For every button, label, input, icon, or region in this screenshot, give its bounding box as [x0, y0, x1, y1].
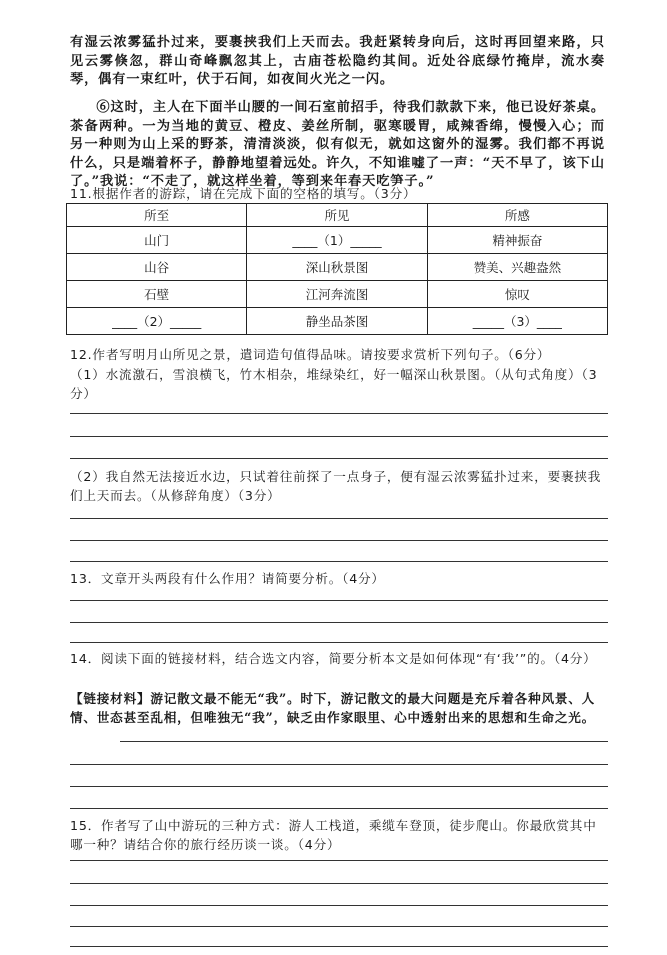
answer-line[interactable]	[70, 905, 608, 906]
table-cell: 惊叹	[427, 281, 607, 308]
table-cell: 山门	[67, 227, 247, 254]
answer-line[interactable]	[70, 883, 608, 884]
answer-line[interactable]	[70, 642, 608, 643]
table-header-cell: 所至	[67, 204, 247, 227]
answer-line[interactable]	[70, 458, 608, 459]
table-row	[67, 227, 608, 254]
question-12-prompt: 12.作者写明月山所见之景，遣词造句值得品味。请按要求赏析下列句子。（6分）	[70, 347, 551, 362]
question-14-material: 【链接材料】游记散文最不能无“我”。时下，游记散文的最大问题是充斥着各种风景、人情、世态甚至乱相，但唯独无“我”，缺乏由作家眼里、心中透射出来的思想和生命之光。	[70, 691, 596, 725]
table-header-row	[67, 204, 608, 227]
table-header-cell: 所见	[247, 204, 427, 227]
answer-line[interactable]	[70, 786, 608, 787]
answer-line[interactable]	[70, 561, 608, 562]
answer-line[interactable]	[70, 518, 608, 519]
answer-line[interactable]	[70, 808, 608, 809]
answer-blank-3[interactable]: _____（3）____	[427, 308, 607, 335]
question-12-sub-2: （2）我自然无法接近水边，只试着往前探了一点身子，便有湿云浓雾猛扑过来，要裹挟我们上天而去。（从修辞角度）（3分）	[70, 469, 602, 503]
question-14-prompt: 14．阅读下面的链接材料，结合选文内容，简要分析本文是如何体现“有‘我’”的。（4分）	[70, 651, 597, 666]
question-11-prompt: 11.根据作者的游踪，请在完成下面的空格的填写。（3分）	[70, 186, 417, 201]
answer-blank-2[interactable]: ____（2）_____	[67, 308, 247, 335]
table-cell: 江河奔流图	[247, 281, 427, 308]
table-cell: 赞美、兴趣盎然	[427, 254, 607, 281]
answer-line[interactable]	[70, 764, 608, 765]
table-cell: 山谷	[67, 254, 247, 281]
answer-line[interactable]	[120, 741, 608, 742]
table-row	[67, 308, 608, 335]
passage-paragraph-5: 有湿云浓雾猛扑过来，要裹挟我们上天而去。我赶紧转身向后，这时再回望来路，只见云雾倏忽，群山奇峰飘忽其上，古庙苍松隐约其间。近处谷底绿竹掩岸，流水奏琴，偶有一束红叶，伏于石间，如夜间火光之一闪。	[70, 35, 605, 88]
answer-line[interactable]	[70, 926, 608, 927]
question-12-sub-1: （1）水流激石，雪浪横飞，竹木相杂，堆绿染红，好一幅深山秋景图。（从句式角度）（3分）	[70, 367, 598, 401]
answer-blank-1[interactable]: ____（1）_____	[247, 227, 427, 254]
table-header-cell: 所感	[427, 204, 607, 227]
answer-line[interactable]	[70, 860, 608, 861]
question-15-prompt: 15．作者写了山中游玩的三种方式：游人工栈道，乘缆车登顶，徒步爬山。你最欣赏其中哪一种？请结合你的旅行经历谈一谈。（4分）	[70, 818, 597, 852]
answer-line[interactable]	[70, 946, 608, 947]
answer-line[interactable]	[70, 540, 608, 541]
answer-line[interactable]	[70, 600, 608, 601]
table-cell: 深山秋景图	[247, 254, 427, 281]
table-row	[67, 254, 608, 281]
question-13-prompt: 13．文章开头两段有什么作用？请简要分析。（4分）	[70, 571, 385, 586]
table-cell: 静坐品茶图	[247, 308, 427, 335]
passage-paragraph-6: ⑥这时，主人在下面半山腰的一间石室前招手，待我们款款下来，他已设好茶桌。茶备两种。一为当地的黄豆、橙皮、姜丝所制，驱寒暖胃，咸辣香绵，慢慢入心；而另一种则为山上采的野茶，清清淡淡，似有似无，就如这窗外的湿雾。我们都不再说什么，只是端着杯子，静静地望着远处。许久，不知谁嘘了一声：“天不早了，该下山了。”我说：“不走了，就这样坐着，等到来年春天吃笋子。”	[70, 100, 605, 190]
answer-line[interactable]	[70, 622, 608, 623]
table-cell: 精神振奋	[427, 227, 607, 254]
table-row	[67, 281, 608, 308]
answer-line[interactable]	[70, 436, 608, 437]
travel-route-table	[66, 203, 608, 335]
table-cell: 石壁	[67, 281, 247, 308]
answer-line[interactable]	[70, 413, 608, 414]
